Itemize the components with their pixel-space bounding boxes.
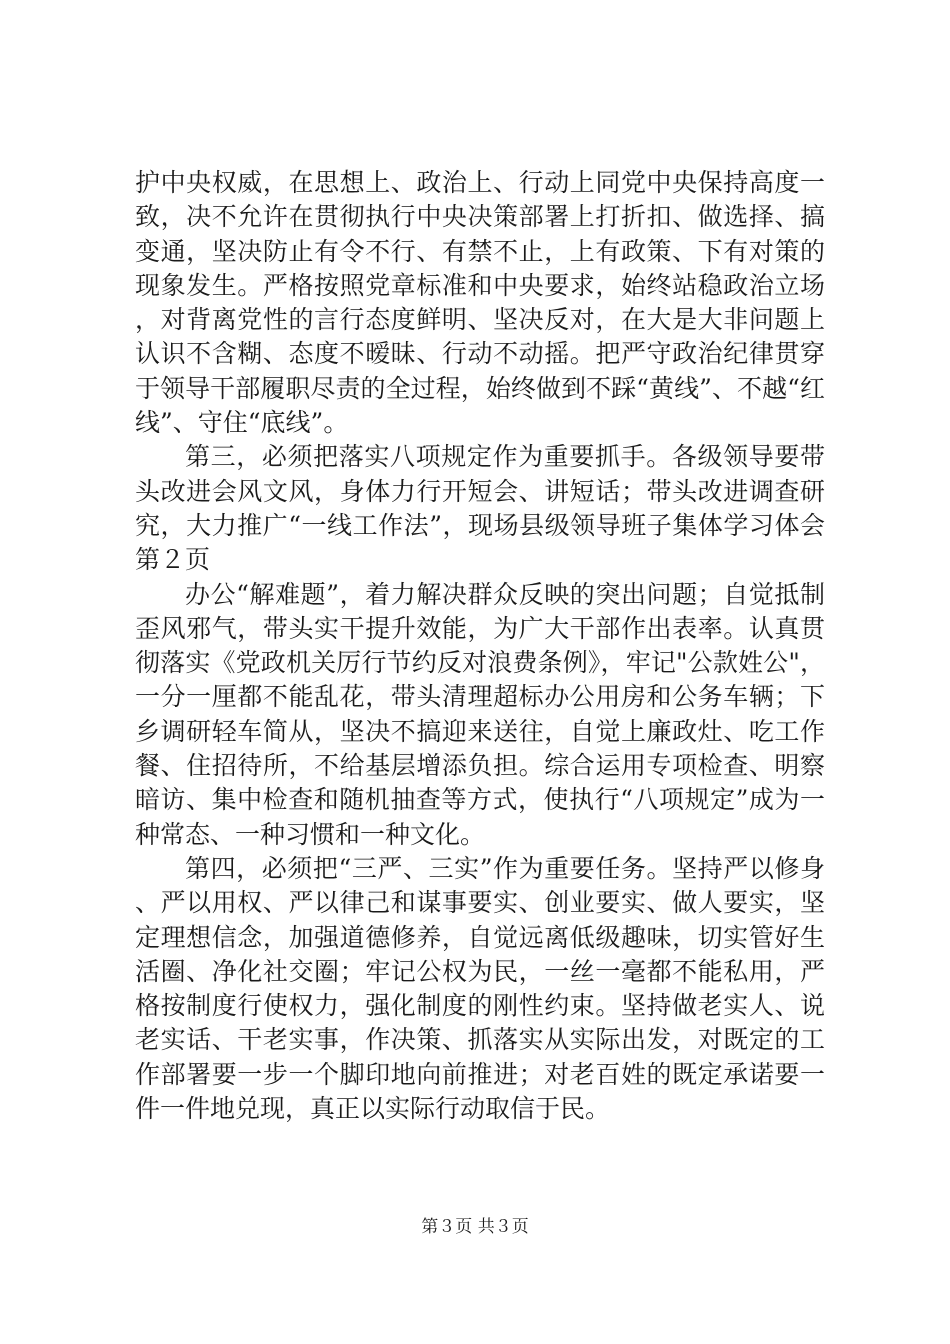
paragraph-2: 第三，必须把落实八项规定作为重要抓手。各级领导要带头改进会风文风，身体力行开短会、讲短话；带头改进调查研究，大力推广“一线工作法”，现场县级领导班子集体学习体会第２页 <box>135 442 825 575</box>
paragraph-3: 办公“解难题”，着力解决群众反映的突出问题；自觉抵制歪风邪气，带头实干提升效能，为广大干部作出表率。认真贯彻落实《党政机关厉行节约反对浪费条例》，牢记"公款姓公"，一分一厘都不能乱花，带头清理超标办公用房和公务车辆；下乡调研轻车简从，坚决不搞迎来送往，自觉上廉政灶、吃工作餐、住招待所，不给基层增添负担。综合运用专项检查、明察暗访、集中检查和随机抽查等方式，使执行“八项规定”成为一种常态、一种习惯和一种文化。 <box>135 579 825 849</box>
page-footer: 第３页 共３页 <box>421 1217 529 1237</box>
document-body <box>135 166 825 1126</box>
paragraph-1: 护中央权威，在思想上、政治上、行动上同党中央保持高度一致，决不允许在贯彻执行中央决策部署上打折扣、做选择、搞变通，坚决防止有令不行、有禁不止，上有政策、下有对策的现象发生。严格按照党章标准和中央要求，始终站稳政治立场，对背离党性的言行态度鲜明、坚决反对，在大是大非问题上认识不含糊、态度不暧昧、行动不动摇。把严守政治纪律贯穿于领导干部履职尽责的全过程，始终做到不踩“黄线”、不越“红线”、守住“底线”。 <box>135 168 825 438</box>
paragraph-4: 第四，必须把“三严、三实”作为重要任务。坚持严以修身、严以用权、严以律己和谋事要实、创业要实、做人要实，坚定理想信念，加强道德修养，自觉远离低级趣味，切实管好生活圈、净化社交圈；牢记公权为民，一丝一毫都不能私用，严格按制度行使权力，强化制度的刚性约束。坚持做老实人、说老实话、干老实事，作决策、抓落实从实际出发，对既定的工作部署要一步一个脚印地向前推进；对老百姓的既定承诺要一件一件地兑现，真正以实际行动取信于民。 <box>135 853 825 1124</box>
